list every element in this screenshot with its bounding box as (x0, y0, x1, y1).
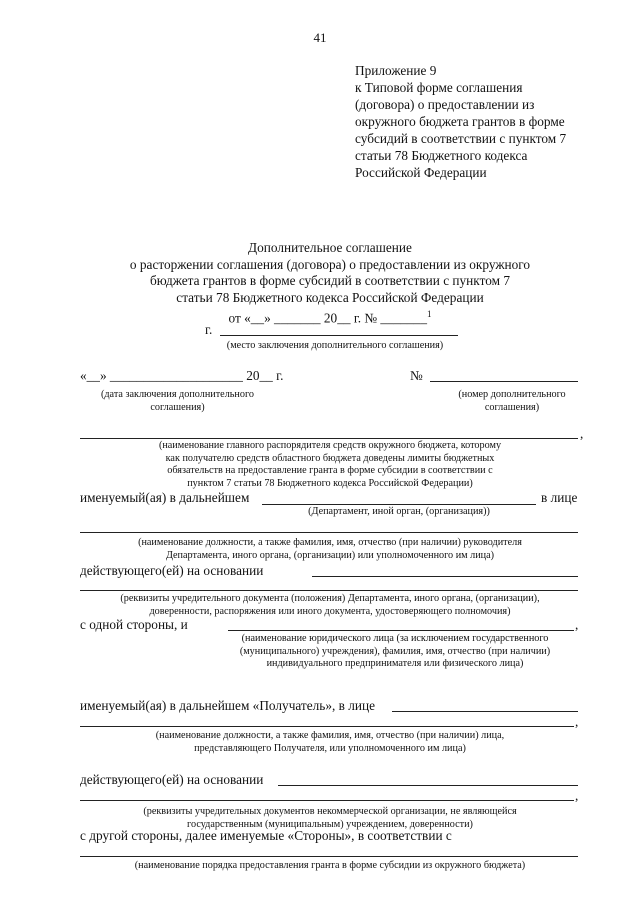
one-side-label: с одной стороны, и (80, 617, 188, 632)
appendix-line: статьи 78 Бюджетного кодекса (355, 148, 528, 163)
requisites-field[interactable] (80, 590, 578, 591)
number-field[interactable] (430, 381, 578, 382)
procedure-caption: (наименование порядка предоставления гранта в форме субсидии из окружного бюджета) (134, 860, 526, 871)
head-caption: (наименование должности, а также фамилия, имя, отчество (при наличии) руководителя Департамента, иного органа, (организации) или уполномоченного им лица) (138, 537, 522, 561)
title-line: бюджета грантов в форме субсидий в соответствии с пунктом 7 (149, 273, 511, 288)
appendix-line: Российской Федерации (355, 165, 487, 180)
recipient-rep-caption: (наименование должности, а также фамилия, имя, отчество (при наличии) лица, представляющего Получателя, или уполномоченного им лица) (155, 730, 505, 754)
recipient-rep-field-2[interactable] (80, 726, 574, 727)
other-side-label: с другой стороны, далее именуемые «Стороны», в соответствии с (80, 828, 452, 843)
appendix-line: окружного бюджета грантов в форме (355, 114, 565, 129)
recipient-named-label: именуемый(ая) в дальнейшем «Получатель», в лице (80, 698, 376, 713)
place-caption: (место заключения дополнительного соглашения) (226, 340, 444, 351)
date-caption: (дата заключения дополнительного соглашения) (100, 389, 254, 413)
nko-field[interactable] (80, 800, 574, 801)
grbs-field[interactable] (80, 438, 578, 439)
recipient-caption: (наименование юридического лица (за исключением государственного (муниципального) учреждения), фамилия, имя, отчество (при наличии) индивидуального предпринимателя или физического лица) (239, 633, 551, 669)
acting-basis-label: действующего(ей) на основании (80, 563, 264, 578)
title-date-line: от «__» _______ 20__ г. № _______$^1$ (228, 309, 432, 326)
procedure-field[interactable] (80, 856, 578, 857)
appendix-line: субсидий в соответствии с пунктом 7 (355, 131, 567, 146)
recipient-rep-field-1[interactable] (392, 711, 578, 712)
footnote-mark: 1 (426, 309, 432, 319)
number-prefix: № (410, 368, 423, 383)
page-number: 41 (313, 30, 327, 45)
appendix-block (355, 62, 615, 181)
number-caption: (номер дополнительного соглашения) (458, 389, 566, 413)
grbs-caption: (наименование главного распорядителя средств окружного бюджета, которому как получателю средств областного бюджета доведены лимиты бюджетных обязательств на предоставление гранта в форме субсидии в соответствии с пунктом 7 статьи 78 Бюджетного кодекса Российской Федерации) (158, 440, 502, 489)
acting-basis-field[interactable] (312, 576, 578, 577)
department-field[interactable] (262, 504, 536, 505)
acting-basis2-field[interactable] (278, 785, 578, 786)
appendix-line: к Типовой форме соглашения (355, 80, 523, 95)
acting-basis2-label: действующего(ей) на основании (80, 772, 264, 787)
head-field[interactable] (80, 532, 578, 533)
appendix-line: Приложение 9 (355, 63, 437, 78)
named-suffix: в лице (541, 490, 578, 505)
requisites-caption: (реквизиты учредительного документа (положения) Департамента, иного органа, (организации), доверенности, распоряжения или иного документа, удостоверяющего полномочия) (120, 593, 540, 617)
recipient-field[interactable] (228, 630, 574, 631)
appendix-line: (договора) о предоставлении из (355, 97, 535, 112)
title-line: статьи 78 Бюджетного кодекса Российской Федерации (176, 289, 484, 305)
document-title (60, 240, 600, 327)
city-prefix: г. (205, 322, 213, 337)
place-field[interactable] (220, 335, 458, 336)
title-line: о расторжении соглашения (договора) о предоставлении из окружного (129, 256, 531, 272)
agreement-date: «__» ____________________ 20__ г. (80, 368, 284, 383)
department-caption: (Департамент, иной орган, (организация)) (308, 506, 490, 517)
named-prefix: именуемый(ая) в дальнейшем (80, 490, 250, 505)
title-line: Дополнительное соглашение (248, 240, 412, 255)
nko-caption: (реквизиты учредительных документов некоммерческой организации, не являющейся государственным (муниципальным) учреждением, доверенности) (143, 806, 517, 830)
